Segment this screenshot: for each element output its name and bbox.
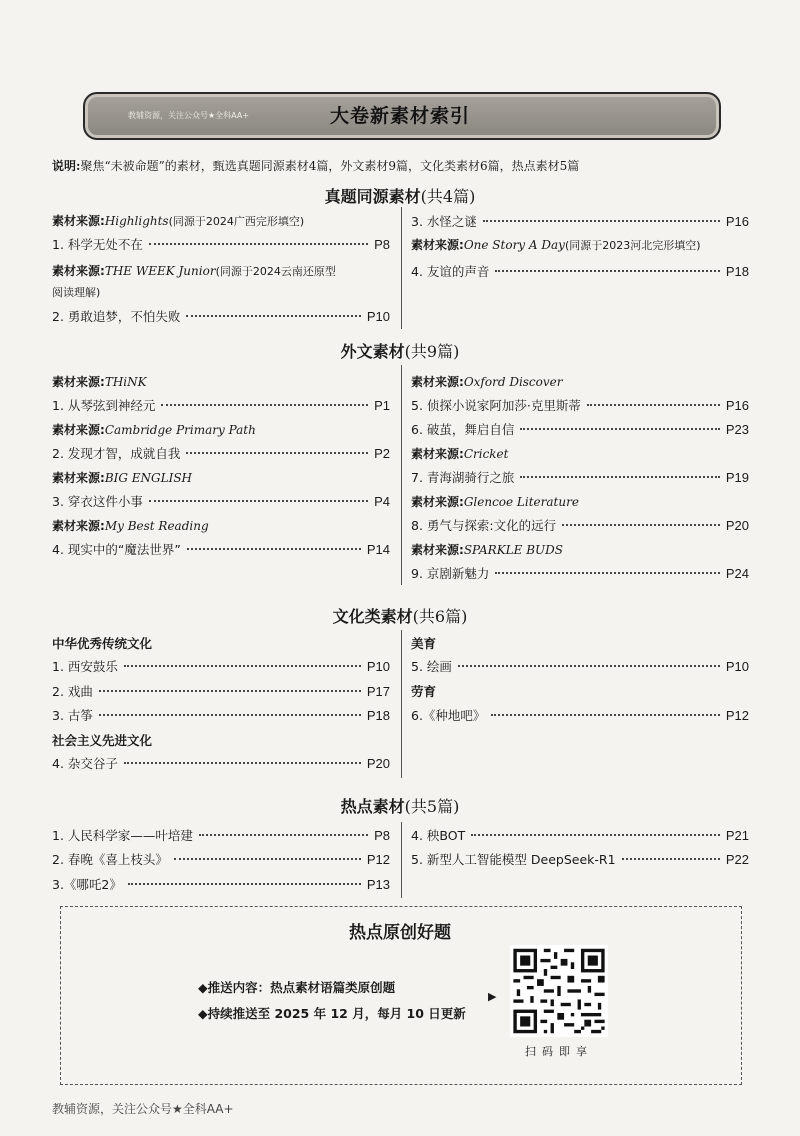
- entry-title: 3. 穿衣这件小事: [52, 494, 143, 509]
- leader-dots: [99, 690, 361, 692]
- source-name: THiNK: [104, 375, 147, 389]
- source-label: 素材来源:: [52, 264, 105, 278]
- leader-dots: [471, 834, 720, 836]
- section-title-hot: [0, 794, 800, 817]
- index-entry[interactable]: [52, 706, 390, 724]
- entry-title: 4. 秧BOT: [411, 828, 466, 843]
- intro-label: 说明:: [52, 159, 81, 173]
- section-count: (共4篇): [420, 187, 476, 206]
- qr-code[interactable]: [510, 945, 608, 1037]
- index-entry[interactable]: [411, 564, 749, 582]
- index-entry[interactable]: [52, 850, 390, 868]
- source-name: Highlights: [104, 214, 169, 228]
- leader-dots: [495, 572, 719, 574]
- entry-title: 2. 戏曲: [52, 684, 93, 699]
- entry-title: 4. 杂交谷子: [52, 756, 118, 771]
- source-line: [52, 517, 209, 534]
- index-entry[interactable]: [52, 540, 390, 558]
- leader-dots: [199, 834, 368, 836]
- entry-page: P21: [725, 828, 749, 843]
- source-name: BIG ENGLISH: [104, 471, 193, 485]
- intro-text: 聚焦“未被命题”的素材，甄选真题同源素材4篇，外文素材9篇，文化类素材6篇，热点素材5篇: [80, 159, 580, 173]
- page-title: 大卷新素材索引: [329, 105, 470, 127]
- entry-title: 2. 发现才智，成就自我: [52, 446, 181, 461]
- entry-page: P17: [366, 684, 390, 699]
- leader-dots: [186, 315, 360, 317]
- leader-dots: [491, 714, 719, 716]
- section-name: 外文素材: [340, 342, 405, 361]
- leader-dots: [186, 452, 368, 454]
- source-name: THE WEEK Junior: [104, 264, 216, 278]
- index-entry[interactable]: [411, 262, 749, 280]
- index-entry[interactable]: [411, 516, 749, 534]
- entry-title: 5. 侦探小说家阿加莎·克里斯蒂: [411, 398, 581, 413]
- intro-note: [52, 157, 579, 174]
- source-label: 素材来源:: [52, 214, 105, 228]
- column-divider: [401, 365, 402, 585]
- source-name: Cambridge Primary Path: [104, 423, 256, 437]
- section-name: 真题同源素材: [324, 187, 421, 206]
- source-line: [52, 421, 256, 438]
- index-entry[interactable]: [52, 235, 390, 253]
- leader-dots: [174, 858, 361, 860]
- leader-dots: [483, 220, 720, 222]
- footer-watermark: 教辅资源，关注公众号★全科AA+: [52, 1102, 234, 1116]
- index-entry[interactable]: [52, 307, 390, 325]
- section-title-foreign: [0, 339, 800, 362]
- source-label: 素材来源:: [411, 447, 464, 461]
- leader-dots: [149, 243, 368, 245]
- index-entry[interactable]: [52, 682, 390, 700]
- index-entry[interactable]: [52, 396, 390, 414]
- entry-page: P8: [374, 237, 390, 252]
- source-line: [411, 445, 508, 462]
- source-name: One Story A Day: [463, 238, 565, 252]
- source-line: [52, 373, 147, 390]
- source-line: [411, 373, 563, 390]
- entry-title: 1. 人民科学家——叶培建: [52, 828, 193, 843]
- entry-page: P12: [366, 852, 390, 867]
- section-count: (共5篇): [404, 797, 460, 816]
- leader-dots: [495, 270, 719, 272]
- entry-title: 1. 科学无处不在: [52, 237, 143, 252]
- entry-title: 5. 绘画: [411, 659, 452, 674]
- entry-page: P12: [725, 708, 749, 723]
- section-title-real-exam: [0, 184, 800, 207]
- source-label: 素材来源:: [411, 495, 464, 509]
- entry-page: P14: [366, 542, 390, 557]
- category-heading: 中华优秀传统文化: [52, 636, 153, 651]
- index-entry[interactable]: [52, 444, 390, 462]
- source-line: [411, 541, 563, 558]
- source-note: (同源于2023河北完形填空): [564, 239, 701, 252]
- source-name: SPARKLE BUDS: [463, 543, 563, 557]
- index-entry[interactable]: [52, 875, 390, 893]
- source-note-continued: 阅读理解): [52, 286, 101, 299]
- category-heading: 社会主义先进文化: [52, 733, 153, 748]
- column-divider: [401, 822, 402, 898]
- entry-page: P16: [725, 398, 749, 413]
- leader-dots: [622, 858, 720, 860]
- entry-page: P20: [366, 756, 390, 771]
- source-line: [52, 262, 336, 279]
- leader-dots: [520, 476, 719, 478]
- source-name: Glencoe Literature: [463, 495, 579, 509]
- index-entry[interactable]: [52, 826, 390, 844]
- entry-page: P1: [374, 398, 390, 413]
- column-divider: [401, 207, 402, 329]
- source-label: 素材来源:: [52, 423, 105, 437]
- entry-page: P4: [374, 494, 390, 509]
- entry-title: 5. 新型人工智能模型 DeepSeek-R1: [411, 852, 616, 867]
- index-entry[interactable]: [52, 492, 390, 510]
- entry-page: P10: [366, 659, 390, 674]
- entry-page: P10: [725, 659, 749, 674]
- entry-page: P8: [374, 828, 390, 843]
- source-label: 素材来源:: [52, 471, 105, 485]
- leader-dots: [149, 500, 368, 502]
- source-note: (同源于2024广西完形填空): [168, 215, 305, 228]
- entry-title: 4. 现实中的“魔法世界”: [52, 542, 181, 557]
- column-divider: [401, 630, 402, 778]
- source-note: (同源于2024云南还原型: [215, 265, 336, 278]
- index-entry[interactable]: [411, 468, 749, 486]
- leader-dots: [562, 524, 720, 526]
- source-label: 素材来源:: [411, 238, 464, 252]
- entry-title: 8. 勇气与探索:文化的远行: [411, 518, 557, 533]
- entry-title: 1. 西安鼓乐: [52, 659, 118, 674]
- entry-page: P24: [725, 566, 749, 581]
- leader-dots: [458, 665, 720, 667]
- entry-title: 7. 青海湖骑行之旅: [411, 470, 515, 485]
- hot-questions-title: 热点原创好题: [349, 923, 451, 943]
- entry-title: 1. 从琴弦到神经元: [52, 398, 156, 413]
- entry-title: 3. 古筝: [52, 708, 93, 723]
- index-entry[interactable]: [411, 420, 749, 438]
- section-count: (共9篇): [404, 342, 460, 361]
- index-entry[interactable]: [411, 212, 749, 230]
- leader-dots: [587, 404, 720, 406]
- banner-watermark: 教辅资源，关注公众号★全科AA+: [128, 111, 250, 120]
- source-line: [52, 212, 304, 229]
- entry-page: P18: [725, 264, 749, 279]
- entry-page: P22: [725, 852, 749, 867]
- entry-page: P23: [725, 422, 749, 437]
- leader-dots: [161, 404, 368, 406]
- entry-title: 6.《种地吧》: [411, 708, 486, 723]
- leader-dots: [124, 665, 361, 667]
- section-name: 热点素材: [340, 797, 405, 816]
- arrow-right-icon: ▶: [488, 990, 497, 1003]
- source-name: Oxford Discover: [463, 375, 563, 389]
- leader-dots: [124, 762, 361, 764]
- leader-dots: [187, 548, 361, 550]
- entry-title: 4. 友谊的声音: [411, 264, 490, 279]
- entry-page: P13: [366, 877, 390, 892]
- leader-dots: [128, 883, 361, 885]
- section-count: (共6篇): [412, 607, 468, 626]
- index-entry[interactable]: [52, 657, 390, 675]
- leader-dots: [99, 714, 361, 716]
- source-label: 素材来源:: [411, 375, 464, 389]
- entry-page: P2: [374, 446, 390, 461]
- push-content-note: ◆推送内容：热点素材语篇类原创题: [198, 980, 396, 995]
- source-label: 素材来源:: [411, 543, 464, 557]
- index-entry[interactable]: [411, 657, 749, 675]
- source-line: [52, 469, 192, 486]
- category-heading: 美育: [411, 636, 437, 651]
- entry-title: 6. 破茧，舞启自信: [411, 422, 515, 437]
- source-name: Cricket: [463, 447, 509, 461]
- source-name: My Best Reading: [104, 519, 209, 533]
- entry-page: P19: [725, 470, 749, 485]
- index-entry[interactable]: [411, 706, 749, 724]
- index-entry[interactable]: [411, 826, 749, 844]
- entry-title: 3.《哪吒2》: [52, 877, 122, 892]
- leader-dots: [520, 428, 719, 430]
- entry-title: 9. 京剧新魅力: [411, 566, 490, 581]
- category-heading: 劳育: [411, 684, 437, 699]
- entry-title: 2. 勇敢追梦，不怕失败: [52, 309, 181, 324]
- section-name: 文化类素材: [332, 607, 413, 626]
- index-entry[interactable]: [52, 754, 390, 772]
- source-line: [411, 236, 701, 253]
- entry-page: P16: [725, 214, 749, 229]
- index-entry[interactable]: [411, 850, 749, 868]
- push-schedule-note: ◆持续推送至 2025 年 12 月，每月 10 日更新: [198, 1006, 466, 1021]
- qr-caption: 扫码即享: [525, 1045, 593, 1058]
- entry-page: P20: [725, 518, 749, 533]
- entry-page: P10: [366, 309, 390, 324]
- entry-page: P18: [366, 708, 390, 723]
- entry-title: 3. 水怪之谜: [411, 214, 477, 229]
- section-title-culture: [0, 604, 800, 627]
- source-label: 素材来源:: [52, 375, 105, 389]
- entry-title: 2. 春晚《喜上枝头》: [52, 852, 168, 867]
- source-line: [411, 493, 579, 510]
- index-entry[interactable]: [411, 396, 749, 414]
- source-label: 素材来源:: [52, 519, 105, 533]
